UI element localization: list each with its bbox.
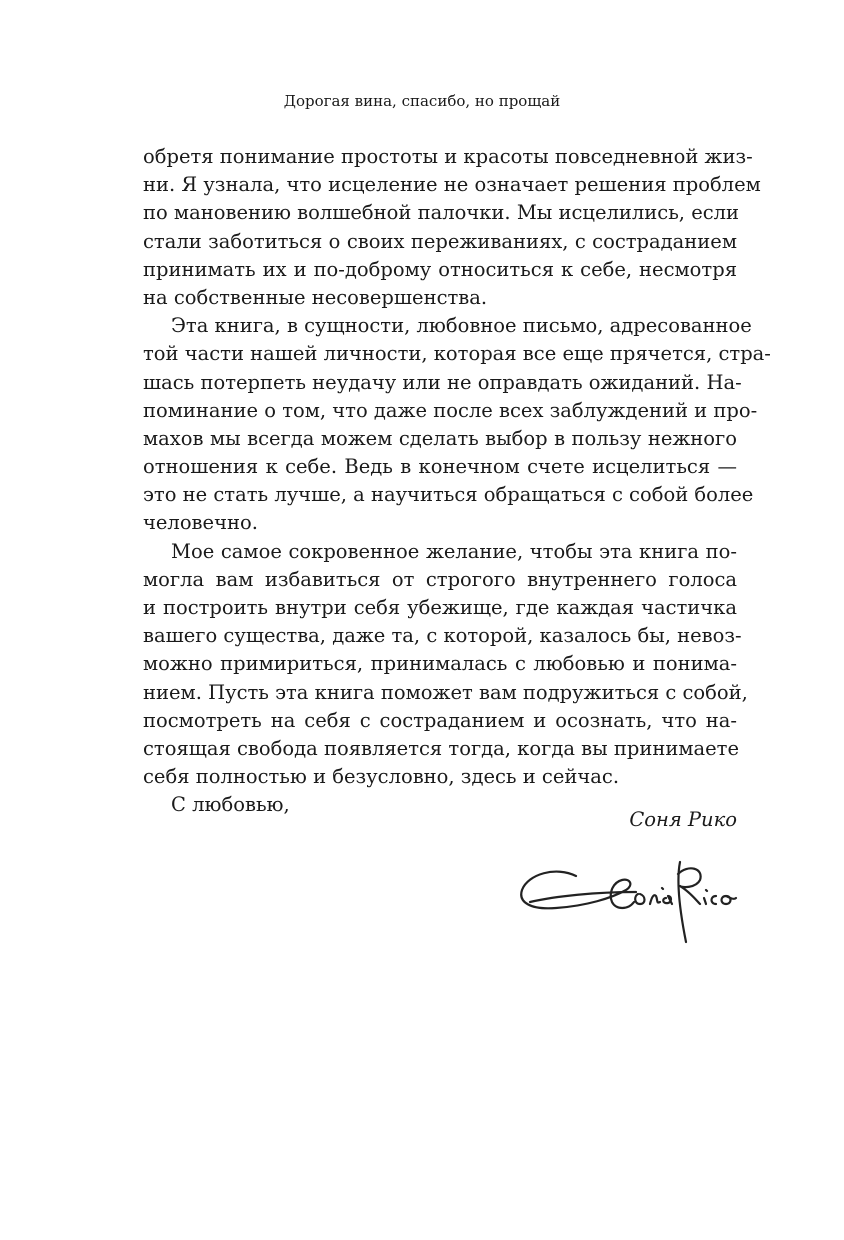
text-line: Мое самое сокровенное желание, чтобы эта книга по- [171, 539, 737, 563]
running-head: Дорогая вина, спасибо, но прощай [283, 92, 561, 110]
salutation: С любовью, [171, 793, 290, 817]
text-line: посмотреть на себя с состраданием и осознать, что на- [143, 708, 737, 732]
text-line: той части нашей личности, которая все еще прячется, стра- [143, 342, 771, 366]
text-line: и построить внутри себя убежище, где каждая частичка [143, 596, 737, 619]
text-line: отношения к себе. Ведь в конечном счете исцелиться — [143, 455, 737, 479]
text-line: на собственные несовершенства. [143, 285, 488, 309]
letter-body [143, 143, 771, 820]
text-line: принимать их и по-доброму относиться к себе, несмотря [143, 257, 737, 281]
text-line: нием. Пусть эта книга поможет вам подружиться с собой, [143, 680, 748, 704]
text-line: можно примириться, принималась с любовью и понима- [143, 652, 737, 676]
text-line: могла вам избавиться от строгого внутреннего голоса [143, 567, 737, 591]
text-line: человечно. [143, 511, 258, 535]
text-line: Эта книга, в сущности, любовное письмо, адресованное [171, 314, 752, 338]
author-name: Соня Рико [629, 808, 737, 831]
text-line: поминание о том, что даже после всех заблуждений и про- [143, 398, 758, 422]
text-line: вашего существа, даже та, с которой, казалось бы, невоз- [143, 624, 742, 648]
text-line: это не стать лучше, а научиться обращаться с собой более [143, 483, 754, 507]
text-line: стоящая свобода появляется тогда, когда вы принимаете [143, 736, 739, 760]
text-line: махов мы всегда можем сделать выбор в пользу нежного [143, 426, 737, 450]
text-line: обретя понимание простоты и красоты повседневной жиз- [143, 145, 753, 168]
text-line: ни. Я узнала, что исцеление не означает решения проблем [143, 173, 761, 197]
signature-image [516, 852, 740, 948]
text-line: себя полностью и безусловно, здесь и сейчас. [143, 765, 620, 789]
text-line: по мановению волшебной палочки. Мы исцелились, если [143, 201, 740, 225]
text-line: шась потерпеть неудачу или не оправдать ожиданий. На- [143, 370, 742, 394]
text-line: стали заботиться о своих переживаниях, с состраданием [143, 229, 737, 253]
